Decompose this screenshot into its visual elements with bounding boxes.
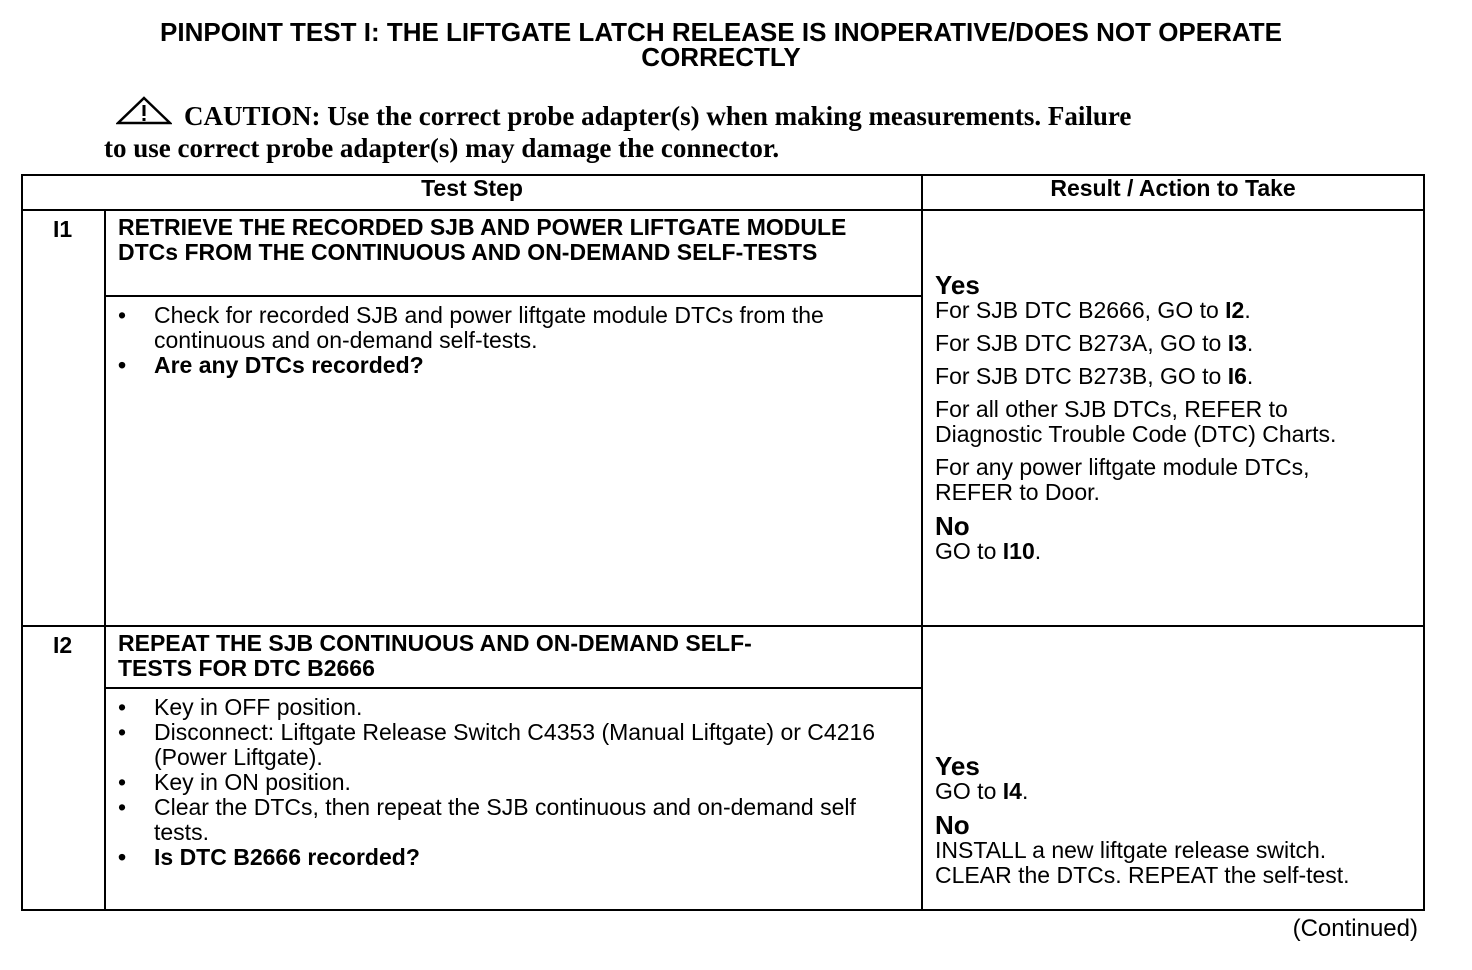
list-item: • Check for recorded SJB and power liftgate module DTCs from the continuous and on-demand self-tests. bbox=[118, 303, 894, 353]
list-item: For SJB DTC B273A, GO to I3. bbox=[935, 330, 1254, 356]
step-question: • Are any DTCs recorded? bbox=[118, 353, 909, 378]
step-title: REPEAT THE SJB CONTINUOUS AND ON-DEMAND SELF-TESTS FOR DTC B2666 bbox=[105, 626, 922, 688]
yes-label: Yes bbox=[935, 270, 980, 300]
step-body bbox=[105, 688, 922, 910]
no-label: No bbox=[935, 810, 970, 840]
list-item: For all other SJB DTCs, REFER to Diagnostic Trouble Code (DTC) Charts. bbox=[935, 396, 1337, 447]
step-instructions bbox=[118, 303, 909, 378]
header-result-action: Result / Action to Take bbox=[922, 175, 1424, 210]
table-header-row bbox=[22, 175, 1424, 210]
title-line-1: PINPOINT TEST I: THE LIFTGATE LATCH RELEASE IS INOPERATIVE/DOES NOT OPERATE bbox=[160, 17, 1282, 47]
step-title: RETRIEVE THE RECORDED SJB AND POWER LIFTGATE MODULE DTCs FROM THE CONTINUOUS AND ON-DEMAND SELF-TESTS bbox=[105, 210, 922, 296]
list-item: GO to I10. bbox=[935, 538, 1042, 564]
no-actions bbox=[935, 838, 1411, 888]
step-title-row bbox=[22, 626, 1424, 688]
yes-label: Yes bbox=[935, 751, 980, 781]
no-actions bbox=[935, 539, 1411, 564]
title-line-2: CORRECTLY bbox=[641, 42, 801, 72]
yes-actions: GO to I4. bbox=[935, 778, 1029, 804]
caution-notice bbox=[104, 100, 1344, 164]
list-item: • Clear the DTCs, then repeat the SJB continuous and on-demand self tests. bbox=[118, 795, 894, 845]
list-item: For any power liftgate module DTCs, REFER to Door. bbox=[935, 454, 1310, 505]
list-item: • Key in ON position. bbox=[118, 770, 909, 795]
caution-line-1: CAUTION: Use the correct probe adapter(s) when making measurements. Failure bbox=[184, 101, 1132, 131]
list-item: • Disconnect: Liftgate Release Switch C4353 (Manual Liftgate) or C4216 (Power Liftgate). bbox=[118, 720, 894, 770]
caution-line-2: to use correct probe adapter(s) may damage the connector. bbox=[104, 133, 780, 163]
continued-note: (Continued) bbox=[1292, 915, 1418, 942]
step-title-row bbox=[22, 210, 1424, 296]
pinpoint-test-table bbox=[21, 174, 1425, 911]
step-id: I1 bbox=[22, 210, 105, 296]
list-item: CLEAR the DTCs. REPEAT the self-test. bbox=[935, 862, 1350, 888]
step-instructions bbox=[118, 695, 909, 870]
yes-actions bbox=[935, 298, 1411, 505]
step-body bbox=[105, 296, 922, 626]
warning-triangle-icon bbox=[116, 96, 172, 126]
no-label: No bbox=[935, 511, 970, 541]
header-test-step: Test Step bbox=[22, 175, 922, 210]
step-question: • Is DTC B2666 recorded? bbox=[118, 845, 909, 870]
list-item: For SJB DTC B2666, GO to I2. bbox=[935, 297, 1251, 323]
step-id: I2 bbox=[22, 626, 105, 688]
page-title bbox=[0, 17, 1442, 72]
list-item: INSTALL a new liftgate release switch. bbox=[935, 837, 1327, 863]
step-result bbox=[922, 626, 1424, 910]
list-item: For SJB DTC B273B, GO to I6. bbox=[935, 363, 1254, 389]
list-item: • Key in OFF position. bbox=[118, 695, 909, 720]
step-result bbox=[922, 210, 1424, 626]
